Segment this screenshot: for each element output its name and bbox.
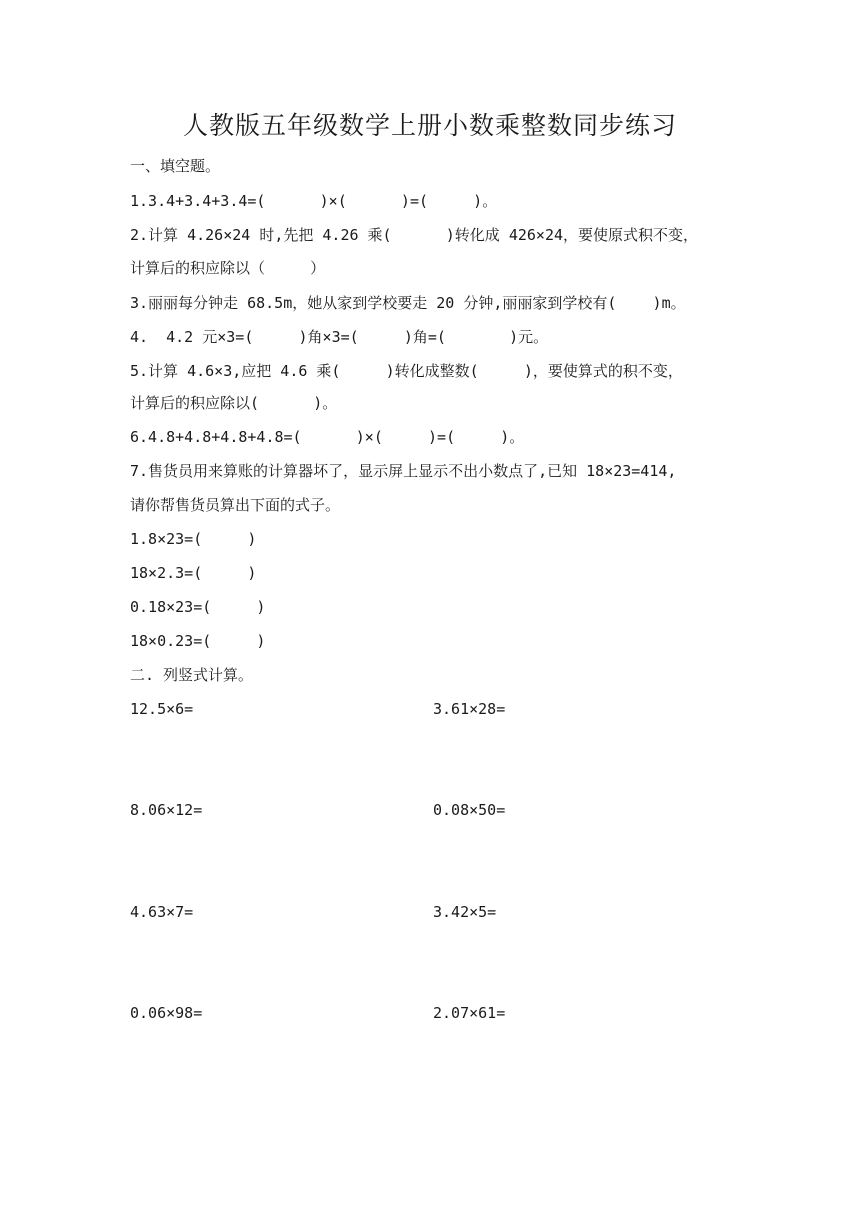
question-6: 6.4.8+4.8+4.8+4.8=( )×( )=( )。 (130, 428, 525, 446)
section-1-heading: 一、填空题。 (130, 157, 221, 175)
question-7-item: 18×0.23=( ) (130, 632, 266, 650)
question-7-line-2: 请你帮售货员算出下面的式子。 (130, 496, 341, 514)
question-5-line-2: 计算后的积应除以( )。 (130, 394, 338, 412)
question-1: 1.3.4+3.4+3.4=( )×( )=( )。 (130, 192, 498, 210)
question-7-item: 18×2.3=( ) (130, 564, 257, 582)
calc-problem-left: 4.63×7= (130, 903, 194, 921)
calc-problem-right: 3.42×5= (433, 903, 497, 921)
question-2-line-1: 2.计算 4.26×24 时,先把 4.26 乘( )转化成 426×24，要使原式积不变， (130, 226, 699, 244)
question-7-line-1: 7.售货员用来算账的计算器坏了，显示屏上显示不出小数点了,已知 18×23=414, (130, 462, 677, 480)
calc-problem-right: 2.07×61= (433, 1004, 506, 1022)
calc-problem-left: 8.06×12= (130, 801, 203, 819)
page-title: 人教版五年级数学上册小数乘整数同步练习 (182, 111, 677, 140)
question-3: 3.丽丽每分钟走 68.5m，她从家到学校要走 20 分钟,丽丽家到学校有( )m。 (130, 294, 686, 312)
calc-problem-left: 0.06×98= (130, 1004, 203, 1022)
question-4: 4. 4.2 元×3=( )角×3=( )角=( )元。 (130, 328, 549, 346)
calc-problem-right: 3.61×28= (433, 700, 506, 718)
calc-problem-left: 12.5×6= (130, 700, 194, 718)
question-2-line-2: 计算后的积应除以（ ） (130, 259, 326, 277)
question-7-item: 0.18×23=( ) (130, 598, 266, 616)
question-5-line-1: 5.计算 4.6×3,应把 4.6 乘( )转化成整数( )，要使算式的积不变， (130, 362, 683, 380)
section-2-heading: 二. 列竖式计算。 (130, 666, 254, 684)
calc-problem-right: 0.08×50= (433, 801, 506, 819)
question-7-item: 1.8×23=( ) (130, 530, 257, 548)
